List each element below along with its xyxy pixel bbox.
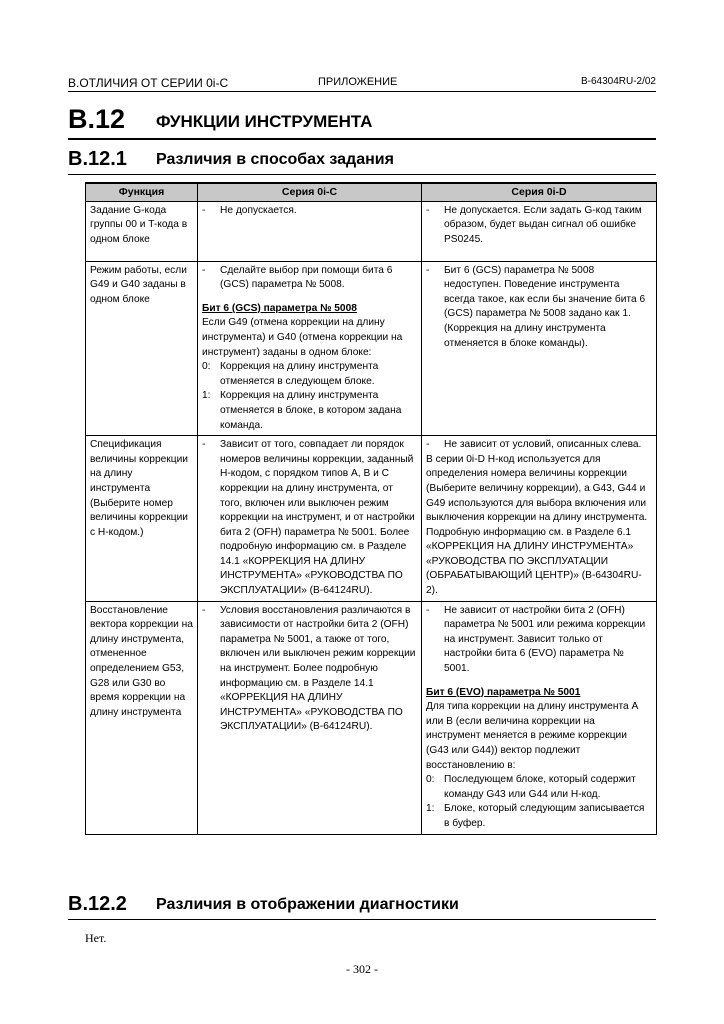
header-doc-code: B-64304RU-2/02	[580, 76, 656, 87]
series-d-cell	[422, 601, 657, 834]
list-item: 1: Блоке, который следующим записывается в буфер.	[426, 803, 645, 829]
list-item: - Зависит от того, совпадает ли порядок номеров величины коррекции, заданный H-кодом, с порядком типов A, B и C коррекции на длину инструмента, от того, включен или выключен режим коррекции на инструмент, и от настройки бита 2 (OFH) параметра № 5001. Более подробную информацию см. в Разделе 14.1 «КОРРЕКЦИЯ НА ДЛИНУ ИНСТРУМЕНТА» «РУКОВОДСТВА ПО ЭКСПЛУАТАЦИИ» (B-64124RU).	[202, 439, 415, 597]
header-chapter: B.ОТЛИЧИЯ ОТ СЕРИИ 0i-C	[68, 76, 229, 90]
table-row	[86, 261, 657, 436]
subsection-number: B.12.1	[68, 148, 127, 170]
col-header-function: Функция	[86, 183, 198, 201]
col-header-series-c: Серия 0i-C	[198, 183, 422, 201]
series-c-cell	[198, 261, 422, 436]
table-row	[86, 201, 657, 261]
list-item: 0: Последующем блоке, который содержит команду G43 или G44 или H-код.	[426, 774, 636, 800]
list-item: - Сделайте выбор при помощи бита 6 (GCS) параметра № 5008.	[202, 264, 393, 291]
section-title: ФУНКЦИИ ИНСТРУМЕНТА	[156, 112, 373, 131]
body-text: Нет.	[85, 931, 107, 945]
table-row	[86, 436, 657, 602]
comparison-table	[85, 182, 657, 835]
paragraph: Если G49 (отмена коррекции на длину инструмента) и G40 (отмена коррекции на инструмент) заданы в одном блоке:	[202, 317, 403, 358]
subsection-heading-2	[68, 893, 656, 920]
series-c-cell	[198, 601, 422, 834]
function-cell: Восстановление вектора коррекции на длину инструмента, отмененное определением G53, G28 или G30 во время коррекции на длину инструмента	[86, 601, 198, 834]
list-item: - Не зависит от настройки бита 2 (OFH) параметра № 5001 или режима коррекции на инструмент. Зависит только от настройки бита 6 (EVO) параметра № 5001.	[426, 604, 646, 675]
series-d-cell	[422, 261, 657, 436]
header-appendix: ПРИЛОЖЕНИЕ	[318, 76, 398, 88]
list-item: - Бит 6 (GCS) параметра № 5008 недоступен. Поведение инструмента всегда такое, как если бы значение бита 6 (GCS) параметра № 5008 задано как 1. (Коррекция на длину инструмента отменяется в блоке команды).	[426, 264, 646, 349]
series-c-cell	[198, 436, 422, 602]
function-cell: Спецификация величины коррекции на длину инструмента (Выберите номер величины коррекции с H-кодом.)	[86, 436, 198, 602]
list-item: - Не допускается. Если задать G-код таким образом, будет выдан сигнал об ошибке PS0245.	[426, 204, 642, 245]
subsection-title: Различия в отображении диагностики	[156, 896, 459, 913]
subsection-heading-1	[68, 148, 656, 175]
running-header	[68, 76, 656, 90]
subsection-title: Различия в способах задания	[156, 151, 394, 168]
list-item: - Не допускается.	[202, 204, 297, 216]
function-cell: Режим работы, если G49 и G40 заданы в одном блоке	[86, 261, 198, 436]
subsection-number: B.12.2	[68, 893, 127, 915]
series-d-cell	[422, 201, 657, 261]
table-row	[86, 601, 657, 834]
bit-heading: Бит 6 (EVO) параметра № 5001	[426, 686, 581, 698]
list-item: - Не зависит от условий, описанных слева.	[426, 439, 642, 451]
header-rule	[68, 91, 656, 92]
list-item: 0: Коррекция на длину инструмента отменяется в следующем блоке.	[202, 361, 379, 387]
table-header-row	[86, 183, 657, 201]
paragraph: Для типа коррекции на длину инструмента A или B (если величина коррекции на инструмент меняется в режиме коррекции (G43 или G44)) вектор подлежит восстановлению в:	[426, 701, 638, 771]
list-item: - Условия восстановления различаются в зависимости от настройки бита 2 (OFH) параметра № 5001, а также от того, включен или выключен режим коррекции на инструмент. Более подробную информацию см. в Разделе 14.1 «КОРРЕКЦИЯ НА ДЛИНУ ИНСТРУМЕНТА» «РУКОВОДСТВА ПО ЭКСПЛУАТАЦИИ» (B-64124RU).	[202, 604, 416, 733]
series-d-cell	[422, 436, 657, 602]
function-cell: Задание G-кода группы 00 и T-кода в одном блоке	[86, 201, 198, 261]
list-item: 1: Коррекция на длину инструмента отменяется в блоке, в котором задана команда.	[202, 390, 402, 431]
series-c-cell	[198, 201, 422, 261]
bit-heading: Бит 6 (GCS) параметра № 5008	[202, 302, 357, 314]
section-heading	[68, 104, 656, 140]
paragraph: В серии 0i-D H-код используется для определения номера величины коррекции (Выберите величину коррекции), а G43, G44 и G49 используются для выбора включения или выключения коррекции на длину инструмента. Подробную информацию см. в Разделе 6.1 «КОРРЕКЦИЯ НА ДЛИНУ ИНСТРУМЕНТА» «РУКОВОДСТВА ПО ЭКСПЛУАТАЦИИ (ОБРАБАТЫВАЮЩИЙ ЦЕНТР)» (B-64304RU-2).	[426, 453, 648, 597]
col-header-series-d: Серия 0i-D	[422, 183, 657, 201]
section-number: B.12	[68, 104, 126, 134]
page-number: - 302 -	[346, 962, 378, 976]
